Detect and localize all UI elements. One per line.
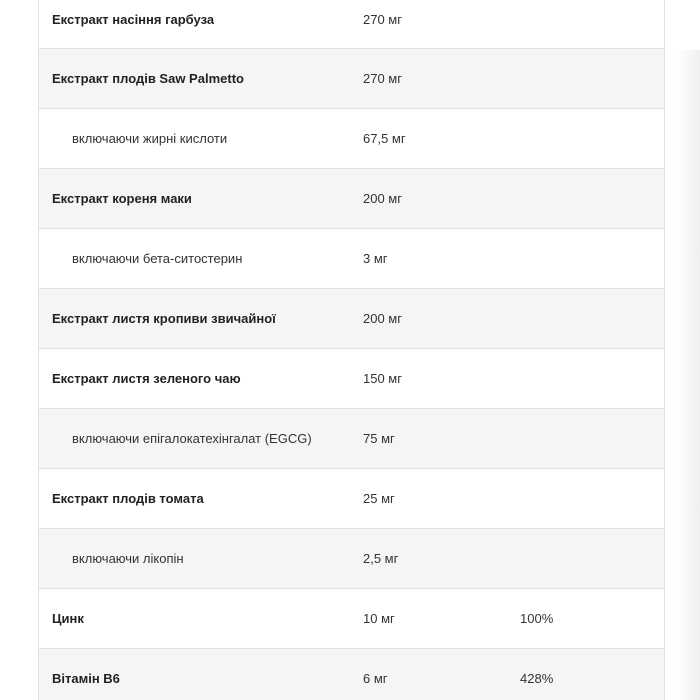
table-row xyxy=(39,229,664,289)
table-row xyxy=(39,0,664,49)
ingredient-amount: 3 мг xyxy=(363,251,388,266)
table-row xyxy=(39,49,664,109)
ingredient-amount: 75 мг xyxy=(363,431,395,446)
ingredient-name: включаючи жирні кислоти xyxy=(72,131,228,146)
ingredient-name: Екстракт плодів Saw Palmetto xyxy=(52,71,244,86)
scroll-edge-shadow xyxy=(678,50,700,700)
ingredient-amount: 270 мг xyxy=(363,11,402,27)
table-row xyxy=(39,589,664,649)
table-row xyxy=(39,289,664,349)
table-row xyxy=(39,469,664,529)
table-row xyxy=(39,529,664,589)
ingredient-amount: 10 мг xyxy=(363,611,395,626)
ingredient-amount: 6 мг xyxy=(363,671,388,686)
ingredient-name: Екстракт листя зеленого чаю xyxy=(52,371,241,386)
ingredient-name: включаючи бета-ситостерин xyxy=(72,251,243,266)
ingredient-amount: 2,5 мг xyxy=(363,551,399,566)
table-row xyxy=(39,349,664,409)
ingredient-amount: 200 мг xyxy=(363,191,402,206)
table-row xyxy=(39,649,664,700)
ingredient-amount: 25 мг xyxy=(363,491,395,506)
ingredient-amount: 200 мг xyxy=(363,311,402,326)
ingredient-name: Цинк xyxy=(52,611,84,626)
ingredient-name: Вітамін B6 xyxy=(52,671,120,686)
nutrition-table xyxy=(38,0,665,700)
daily-value: 428% xyxy=(520,671,554,686)
table-row xyxy=(39,409,664,469)
ingredient-amount: 67,5 мг xyxy=(363,131,406,146)
ingredient-name: включаючи епігалокатехінгалат (EGCG) xyxy=(72,431,312,446)
daily-value: 100% xyxy=(520,611,554,626)
ingredient-name: Екстракт насіння гарбуза xyxy=(52,11,215,27)
table-row xyxy=(39,169,664,229)
ingredient-name: Екстракт листя кропиви звичайної xyxy=(52,311,276,326)
table-row xyxy=(39,109,664,169)
ingredient-amount: 270 мг xyxy=(363,71,402,86)
ingredient-name: Екстракт кореня маки xyxy=(52,191,192,206)
ingredient-amount: 150 мг xyxy=(363,371,402,386)
ingredient-name: включаючи лікопін xyxy=(72,551,184,566)
ingredient-name: Екстракт плодів томата xyxy=(52,491,204,506)
